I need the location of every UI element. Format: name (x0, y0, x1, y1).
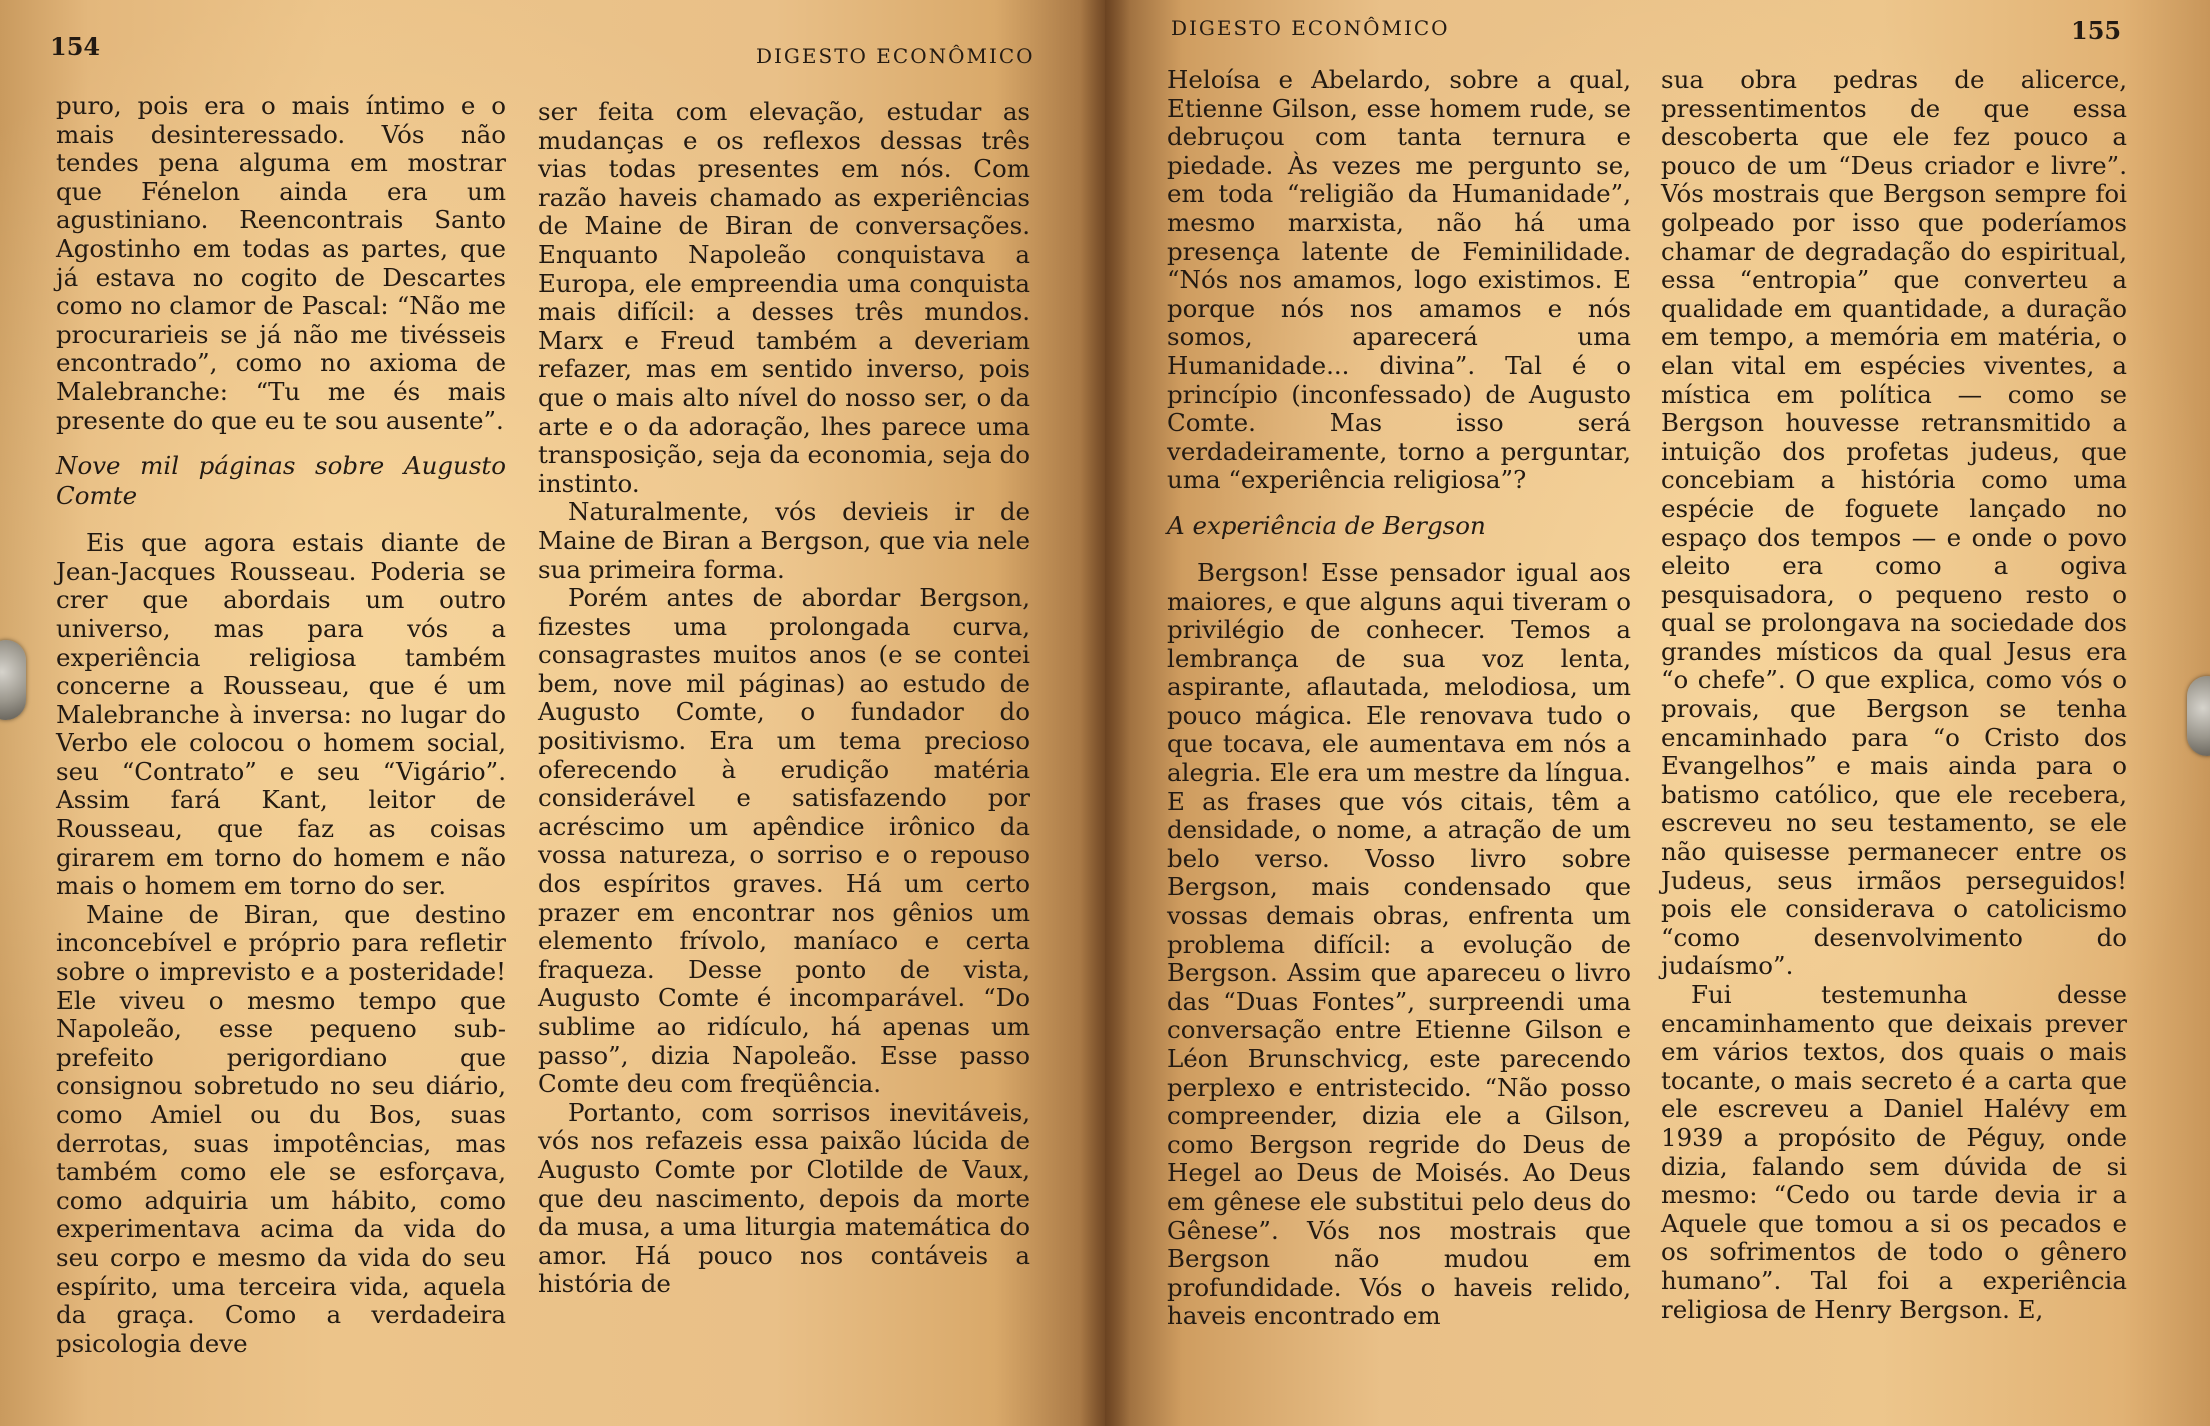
left-page-column-2 (538, 98, 1030, 1299)
section-heading: A experiência de Bergson (1167, 510, 1486, 540)
running-head: DIGESTO ECONÔMICO (1171, 16, 1450, 40)
right-page-column-1 (1167, 66, 1631, 1331)
binder-clip (0, 640, 26, 720)
paragraph: puro, pois era o mais íntimo e o mais desinteressado. Vós não tendes pena alguma em mostrar que Fénelon ainda era um agustiniano. Reencontrais Santo Agostinho em todas as partes, que já estava no cogito de Descartes como no clamor de Pascal: “Não me procurarieis se já não me tivésseis encontrado”, como no axioma de Malebranche: “Tu me és mais presente do que eu te sou ausente”. (56, 91, 506, 435)
paragraph: Portanto, com sorrisos inevitáveis, vós nos refazeis essa paixão lúcida de Augusto Comte por Clotilde de Vaux, que deu nascimento, depois da morte da musa, a uma liturgia matemática do amor. Há pouco nos contáveis a história de (538, 1097, 1030, 1299)
paragraph: ser feita com elevação, estudar as mudanças e os reflexos dessas três vias todas presentes em nós. Com razão haveis chamado as experiências de Maine de Biran de conversações. Enquanto Napoleão conquistava a Europa, ele empreendia uma conquista mais difícil: a desses três mundos. Marx e Freud também a deveriam refazer, mas em sentido inverso, pois que o mais alto nível do nosso ser, o da arte e o da adoração, lhes parece uma transposição, seja da economia, seja do instinto. (538, 97, 1030, 498)
paragraph: sua obra pedras de alicerce, pressentimentos de que essa descoberta que ele fez pouco a pouco de um “Deus criador e livre”. Vós mostrais que Bergson sempre foi golpeado por isso que poderíamos chamar de degradação do espiritual, essa “entropia” que converteu a qualidade em quantidade, a duração em tempo, a memória em matéria, o elan vital em espécies viventes, a mística em política — como se Bergson houvesse retransmitido a intuição dos profetas judeus, que concebiam a história como uma espécie de foguete lançado no espaço dos tempos — e onde o povo eleito era como a ogiva pesquisadora, o pequeno resto o qual se prolongava na sociedade dos grandes místicos da qual Jesus era “o chefe”. O que explica, como vós o provais, que Bergson se tenha encaminhado para “o Cristo dos Evangelhos” e mais ainda para o batismo católico, que ele recebera, escreveu no seu testamento, se ele não quisesse permanecer entre os Judeus, seus irmãos perseguidos! pois ele considerava o catolicismo “como desenvolvimento do judaísmo”. (1661, 65, 2127, 981)
paragraph: Naturalmente, vós devieis ir de Maine de Biran a Bergson, que via nele sua primeira forma. (538, 497, 1030, 584)
page-number: 155 (2071, 16, 2122, 45)
right-page (1105, 0, 2210, 1426)
section-heading: Nove mil páginas sobre Augusto Comte (56, 451, 506, 511)
paragraph: Eis que agora estais diante de Jean-Jacques Rousseau. Poderia se crer que abordais um outro universo, mas para vós a experiência religiosa também concerne a Rousseau, que é um Malebranche à inversa: no lugar do Verbo ele colocou o homem social, seu “Contrato” e seu “Vigário”. Assim fará Kant, leitor de Rousseau, que faz as coisas girarem em torno do homem e não mais o homem em torno do ser. (56, 528, 506, 901)
page-number: 154 (50, 32, 101, 61)
book-gutter (1080, 0, 1130, 1426)
right-page-column-2 (1661, 66, 2127, 1324)
running-head: DIGESTO ECONÔMICO (756, 44, 1035, 68)
paragraph: Heloísa e Abelardo, sobre a qual, Etienne Gilson, esse homem rude, se debruçou com tanta ternura e piedade. Às vezes me pergunto se, em toda “religião da Humanidade”, mesmo marxista, não há uma presença latente de Feminilidade. “Nós nos amamos, logo existimos. E porque nós nos amamos e nós somos, aparecerá uma Humanidade... divina”. Tal é o princípio (inconfessado) de Augusto Comte. Mas isso será verdadeiramente, torno a perguntar, uma “experiência religiosa”? (1167, 65, 1631, 495)
paragraph: Maine de Biran, que destino inconcebível e próprio para refletir sobre o imprevisto e a posteridade! Ele viveu o mesmo tempo que Napoleão, esse pequeno sub-prefeito perigordiano que consignou sobretudo no seu diário, como Amiel ou du Bos, suas derrotas, suas impotências, mas também como ele se esforçava, como adquiria um hábito, como experimentava acima da vida do seu corpo e mesmo da vida do seu espírito, uma terceira vida, aquela da graça. Como a verdadeira psicologia deve (56, 899, 506, 1358)
paragraph: Fui testemunha desse encaminhamento que deixais prever em vários textos, dos quais o mais tocante, o mais secreto é a carta que ele escreveu a Daniel Halévy em 1939 a propósito de Péguy, onde dizia, falando sem dúvida de si mesmo: “Cedo ou tarde devia ir a Aquele que tomou a si os pecados e os sofrimentos de todo o gênero humano”. Tal foi a experiência religiosa de Henry Bergson. E, (1661, 980, 2127, 1324)
paragraph: Bergson! Esse pensador igual aos maiores, e que alguns aqui tiveram o privilégio de conhecer. Temos a lembrança de sua voz lenta, aspirante, aflautada, melodiosa, um pouco mágica. Ele renovava tudo o que tocava, ele aumentava em nós a alegria. Ele era um mestre da língua. E as frases que vós citais, têm a densidade, o nome, a atração de um belo verso. Vosso livro sobre Bergson, mais condensado que vossas demais obras, enfrenta um problema difícil: a evolução de Bergson. Assim que apareceu o livro das “Duas Fontes”, surpreendi uma conversação entre Etienne Gilson e Léon Brunschvicg, este parecendo perplexo e entristecido. “Não posso compreender, dizia ele a Gilson, como Bergson regride do Deus de Hegel ao Deus de Moisés. Ao Deus em gênese ele substitui pelo deus do Gênese”. Vós nos mostrais que Bergson não mudou em profundidade. Vós o haveis relido, haveis encontrado em (1167, 557, 1631, 1331)
left-page-column-1 (56, 92, 506, 1358)
paragraph: Porém antes de abordar Bergson, fizestes uma prolongada curva, consagrastes muitos anos (e se contei bem, nove mil páginas) ao estudo de Augusto Comte, o fundador do positivismo. Era um tema precioso oferecendo à erudição matéria considerável e satisfazendo por acréscimo um apêndice irônico da vossa natureza, o sorriso e o repouso dos espíritos graves. Há um certo prazer em encontrar nos gênios um elemento frívolo, maníaco e certa fraqueza. Desse ponto de vista, Augusto Comte é incomparável. “Do sublime ao ridículo, há apenas um passo”, dizia Napoleão. Esse passo Comte deu com freqüência. (538, 583, 1030, 1099)
binder-clip (2187, 676, 2210, 756)
